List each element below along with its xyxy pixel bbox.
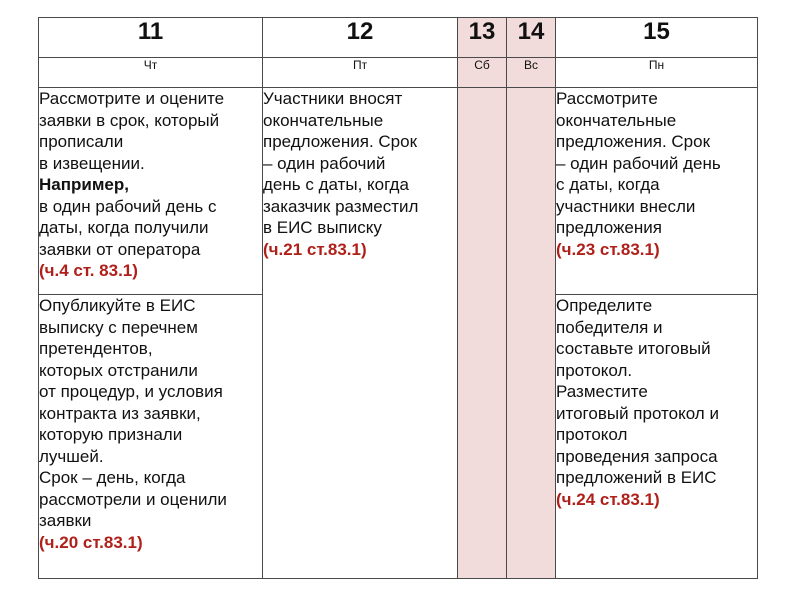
text-line: – один рабочий xyxy=(263,153,386,173)
law-reference: (ч.23 ст.83.1) xyxy=(556,239,660,259)
weekday-thursday: Чт xyxy=(39,58,263,88)
schedule-table xyxy=(38,17,758,579)
example-label: Например, xyxy=(39,175,129,194)
weekday-saturday: Сб xyxy=(458,58,507,88)
date-friday: 12 xyxy=(263,18,458,58)
sunday-empty-cell xyxy=(507,88,556,579)
date-thursday: 11 xyxy=(39,18,263,58)
text-line: Участники вносят xyxy=(263,89,403,108)
monday-winner-cell xyxy=(556,295,758,579)
text-line: в извещении. xyxy=(39,153,145,173)
law-reference: (ч.4 ст. 83.1) xyxy=(39,261,138,280)
weekday-monday: Пн xyxy=(556,58,758,88)
text-line: которую признали xyxy=(39,425,183,444)
text-line: заявки в срок, который xyxy=(39,110,220,130)
text-line: даты, когда получили xyxy=(39,218,209,237)
date-sunday: 14 xyxy=(507,18,556,58)
saturday-empty-cell xyxy=(458,88,507,579)
text-line: окончательные xyxy=(556,110,677,130)
text-line: в один рабочий день с xyxy=(39,196,217,216)
text-line: Опубликуйте в ЕИС xyxy=(39,296,196,315)
text-line: рассмотрели и оценили xyxy=(39,489,227,509)
weekday-row xyxy=(39,58,758,88)
thursday-publish-cell xyxy=(39,295,263,579)
text-line: претендентов, xyxy=(39,339,153,358)
text-line: участники внесли xyxy=(556,196,696,216)
weekday-friday: Пт xyxy=(263,58,458,88)
text-line: в ЕИС выписку xyxy=(263,218,382,237)
text-line: Определите xyxy=(556,296,653,315)
thursday-review-cell xyxy=(39,88,263,295)
text-line: Срок – день, когда xyxy=(39,468,186,487)
text-line: заказчик разместил xyxy=(263,196,419,216)
text-line: Рассмотрите xyxy=(556,89,658,108)
text-line: предложения. Срок xyxy=(556,132,711,151)
text-line: протокол. xyxy=(556,360,633,380)
date-monday: 15 xyxy=(556,18,758,58)
weekday-sunday: Вс xyxy=(507,58,556,88)
law-reference: (ч.24 ст.83.1) xyxy=(556,489,660,509)
text-line: окончательные xyxy=(263,110,384,130)
text-line: день с даты, когда xyxy=(263,175,409,194)
text-line: предложений в ЕИС xyxy=(556,468,717,487)
text-line: лучшей. xyxy=(39,446,104,466)
text-line: – один рабочий день xyxy=(556,153,721,173)
text-line: Рассмотрите и оцените xyxy=(39,89,225,108)
friday-proposals-cell xyxy=(263,88,458,579)
text-line: Разместите xyxy=(556,382,648,401)
text-line: от процедур, и условия xyxy=(39,382,223,401)
text-line: выписку с перечнем xyxy=(39,317,198,337)
text-line: с даты, когда xyxy=(556,175,660,194)
text-line: итоговый протокол и xyxy=(556,403,719,423)
text-line: проведения запроса xyxy=(556,446,718,466)
text-line: победителя и xyxy=(556,317,663,337)
date-row xyxy=(39,18,758,58)
text-line: заявки xyxy=(39,511,92,530)
text-line: предложения. Срок xyxy=(263,132,418,151)
monday-review-cell xyxy=(556,88,758,295)
text-line: предложения xyxy=(556,218,662,237)
text-line: составьте итоговый xyxy=(556,339,711,358)
text-line: заявки от оператора xyxy=(39,239,201,259)
task-row-1 xyxy=(39,88,758,295)
text-line: протокол xyxy=(556,425,628,444)
law-reference: (ч.21 ст.83.1) xyxy=(263,239,367,259)
law-reference: (ч.20 ст.83.1) xyxy=(39,532,143,552)
text-line: прописали xyxy=(39,132,124,151)
date-saturday: 13 xyxy=(458,18,507,58)
text-line: контракта из заявки, xyxy=(39,403,201,423)
text-line: которых отстранили xyxy=(39,360,198,380)
